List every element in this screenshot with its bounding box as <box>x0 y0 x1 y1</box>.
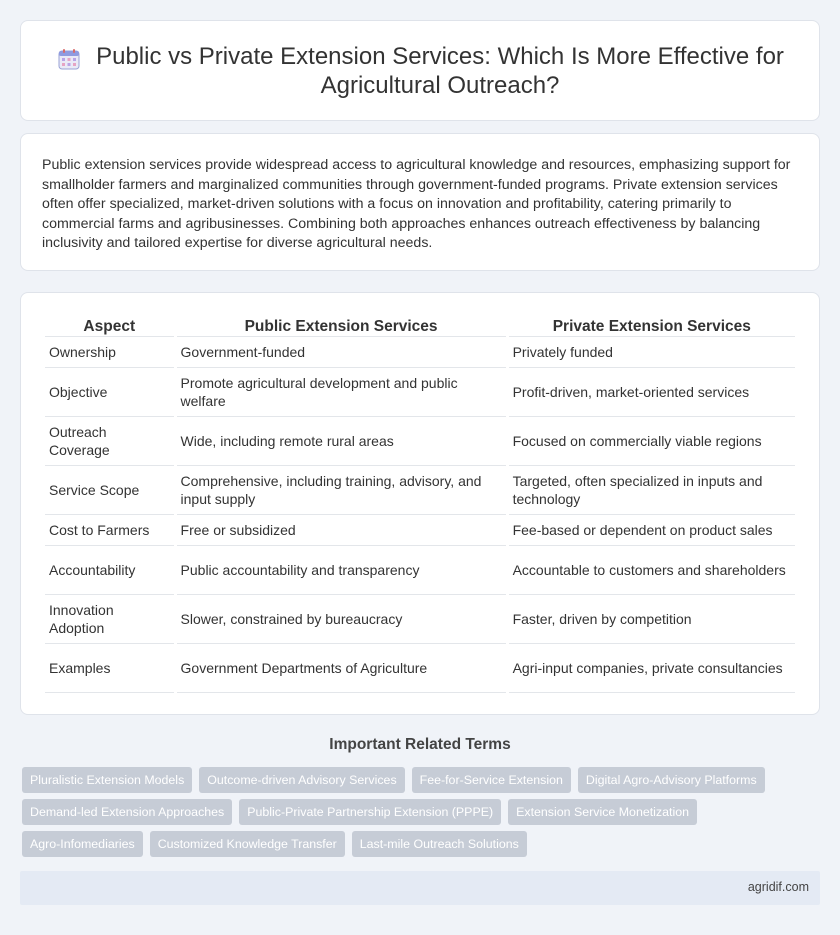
table-row <box>45 466 795 515</box>
cell-aspect: Objective <box>45 368 174 417</box>
page-title: Public vs Private Extension Services: Which Is More Effective for Agricultural Outreach? <box>96 42 784 99</box>
cell-public: Free or subsidized <box>177 515 506 546</box>
related-term-tag[interactable]: Customized Knowledge Transfer <box>150 831 345 857</box>
cell-aspect: Accountability <box>45 546 174 595</box>
table-row <box>45 368 795 417</box>
cell-private: Agri-input companies, private consultancies <box>509 644 795 693</box>
cell-private: Faster, driven by competition <box>509 595 795 644</box>
cell-private: Focused on commercially viable regions <box>509 417 795 466</box>
cell-aspect: Outreach Coverage <box>45 417 174 466</box>
table-row <box>45 546 795 595</box>
cell-private: Profit-driven, market-oriented services <box>509 368 795 417</box>
cell-public: Wide, including remote rural areas <box>177 417 506 466</box>
cell-public: Government Departments of Agriculture <box>177 644 506 693</box>
related-term-tag[interactable]: Pluralistic Extension Models <box>22 767 192 793</box>
cell-aspect: Ownership <box>45 337 174 368</box>
intro-paragraph: Public extension services provide widespread access to agricultural knowledge and resources, emphasizing support for smallholder farmers and marginalized communities through government-funded programs. Private extension services often offer specialized, market-driven solutions with a focus on innovation and profitability, catering primarily to commercial farms and agribusinesses. Combining both approaches enhances outreach effectiveness by balancing inclusivity and tailored expertise for diverse agricultural needs. <box>42 157 791 252</box>
related-term-tag[interactable]: Demand-led Extension Approaches <box>22 799 232 825</box>
table-row <box>45 515 795 546</box>
cell-public: Slower, constrained by bureaucracy <box>177 595 506 644</box>
table-row <box>45 644 795 693</box>
cell-public: Promote agricultural development and public welfare <box>177 368 506 417</box>
related-terms-list <box>22 767 822 857</box>
related-term-tag[interactable]: Agro-Infomediaries <box>22 831 143 857</box>
related-terms-heading: Important Related Terms <box>329 736 511 753</box>
table-row <box>45 337 795 368</box>
table-header-row <box>45 315 795 337</box>
related-term-tag[interactable]: Digital Agro-Advisory Platforms <box>578 767 765 793</box>
related-term-tag[interactable]: Last-mile Outreach Solutions <box>352 831 527 857</box>
header-aspect: Aspect <box>45 315 174 337</box>
cell-aspect: Examples <box>45 644 174 693</box>
title-card <box>20 20 820 121</box>
cell-public: Public accountability and transparency <box>177 546 506 595</box>
footer-site-link[interactable]: agridif.com <box>747 880 809 894</box>
footer <box>20 871 820 905</box>
cell-aspect: Service Scope <box>45 466 174 515</box>
cell-private: Fee-based or dependent on product sales <box>509 515 795 546</box>
header-private: Private Extension Services <box>509 315 795 337</box>
cell-private: Accountable to customers and shareholders <box>509 546 795 595</box>
comparison-table <box>42 315 798 693</box>
related-term-tag[interactable]: Extension Service Monetization <box>508 799 697 825</box>
header-public: Public Extension Services <box>177 315 506 337</box>
cell-private: Privately funded <box>509 337 795 368</box>
intro-card <box>20 133 820 271</box>
cell-aspect: Innovation Adoption <box>45 595 174 644</box>
table-row <box>45 417 795 466</box>
cell-private: Targeted, often specialized in inputs and technology <box>509 466 795 515</box>
related-term-tag[interactable]: Outcome-driven Advisory Services <box>199 767 404 793</box>
comparison-card <box>20 292 820 715</box>
cell-aspect: Cost to Farmers <box>45 515 174 546</box>
cell-public: Government-funded <box>177 337 506 368</box>
cell-public: Comprehensive, including training, advisory, and input supply <box>177 466 506 515</box>
related-term-tag[interactable]: Public-Private Partnership Extension (PPPE) <box>239 799 501 825</box>
related-term-tag[interactable]: Fee-for-Service Extension <box>412 767 571 793</box>
table-row <box>45 595 795 644</box>
